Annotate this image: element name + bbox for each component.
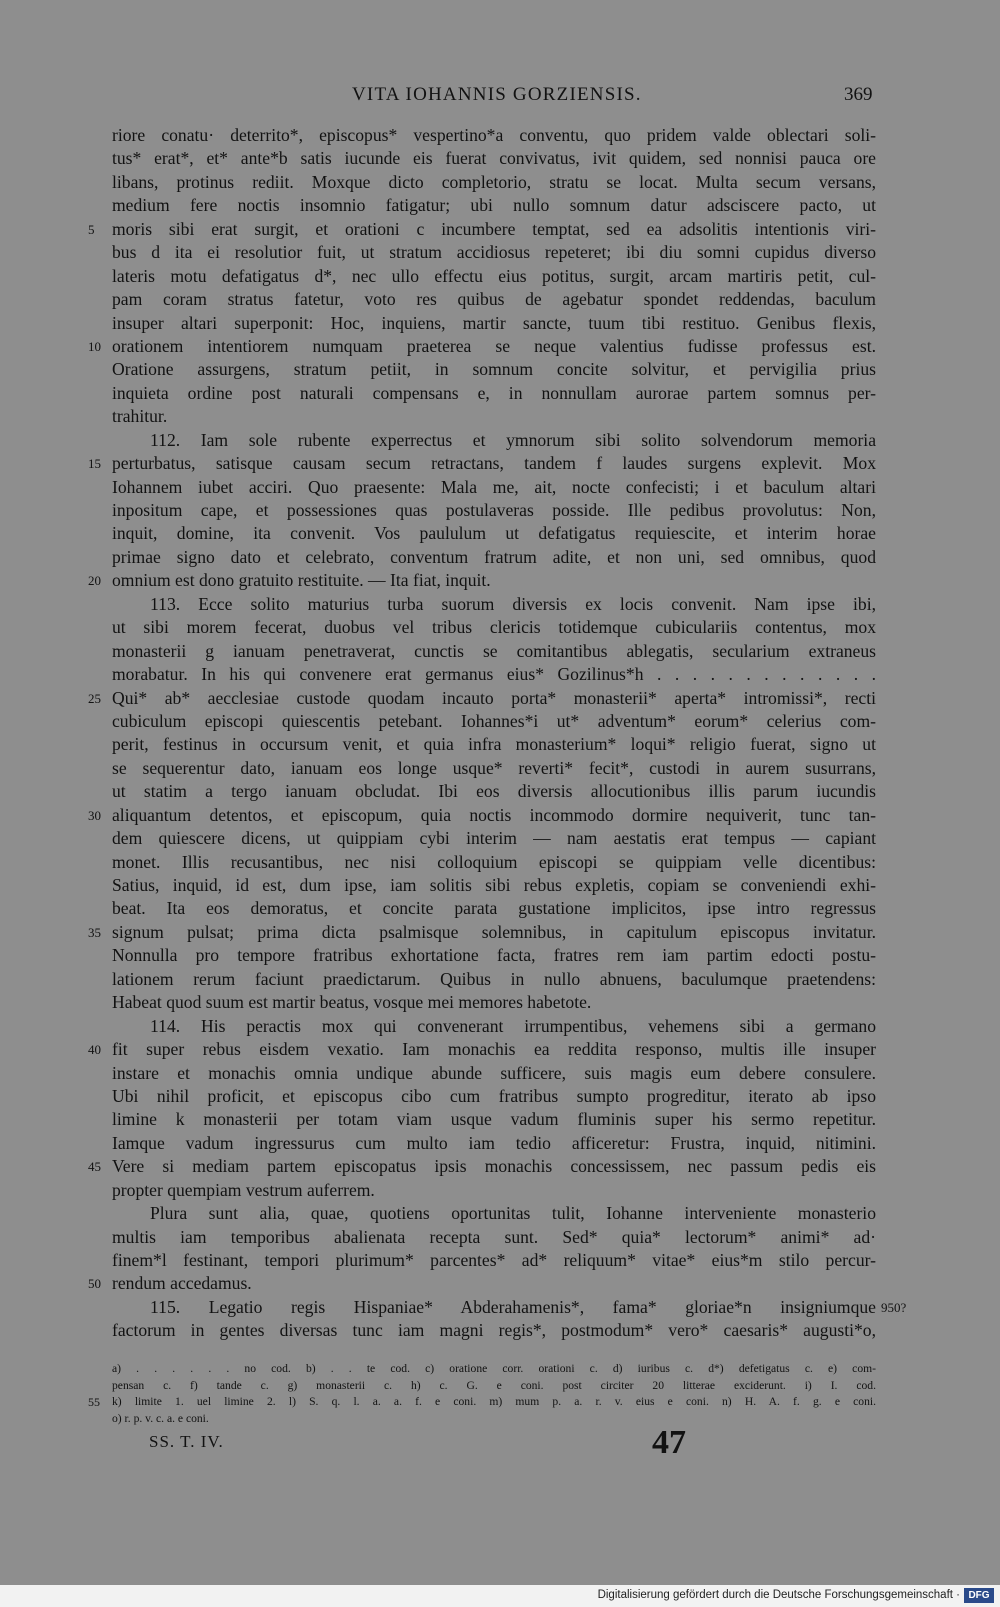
line-text: se sequerentur dato, ianuam eos longe usque* reverti* fecit*, custodi in aurem susurrans, (112, 757, 876, 778)
margin-date: 950? (881, 1299, 907, 1315)
text-line (0, 1319, 1000, 1342)
text-line (0, 1015, 1000, 1038)
text-line (0, 640, 1000, 663)
line-text: monasterii g ianuam penetraverat, cunctis se comitantibus ablegatis, secularium extraneus (112, 640, 876, 661)
text-line (0, 1179, 1000, 1202)
text-line (0, 335, 1000, 358)
text-line (0, 288, 1000, 311)
line-text: signum pulsat; prima dicta psalmisque solemnibus, in capitulum episcopus invitatur. (112, 921, 876, 942)
line-text: cubiculum episcopi quiescentis petebant. Iohannes*i ut* adventum* eorum* celerius com- (112, 710, 876, 731)
line-text: fit super rebus eisdem vexatio. Iam monachis ea reddita responso, multis ille insuper (112, 1039, 876, 1060)
line-number: 45 (88, 1159, 101, 1175)
text-line (0, 991, 1000, 1014)
line-number: 15 (88, 456, 101, 472)
text-line (0, 194, 1000, 217)
text-line (0, 874, 1000, 897)
line-text: multis iam temporibus abalienata recepta sunt. Sed* quia* lectorum* animi* ad· (112, 1226, 876, 1247)
line-text: inpositum cape, et possessiones quas postulaveras posside. Ille pedibus provolutus: Non, (112, 500, 876, 520)
line-text: orationem intentiorem numquam praeterea se neque valentius fudisse professus est. (112, 335, 876, 356)
text-line (0, 804, 1000, 827)
text-line (0, 522, 1000, 545)
line-text: medium fere noctis insomnio fatigatur; ubi nullo somnum datur adsciscere pacto, ut (112, 195, 876, 216)
text-line (0, 1226, 1000, 1249)
text-line (0, 405, 1000, 428)
text-line (0, 593, 1000, 616)
text-line (0, 733, 1000, 756)
line-text: lationem rerum faciunt praedictarum. Quibus in nullo abnuens, baculumque praetendens: (112, 968, 876, 989)
text-line (0, 827, 1000, 850)
text-line (0, 968, 1000, 991)
line-text: propter quempiam vestrum auferrem. (112, 1179, 375, 1200)
line-text: Habeat quod suum est martir beatus, vosque mei memores habetote. (112, 992, 592, 1013)
line-text: monet. Illis recusantibus, nec nisi colloquium episcopi se quippiam velle dicentibus: (112, 851, 876, 872)
line-text: libans, protinus rediit. Moxque dicto completorio, stratu se locat. Multa secum versans, (112, 171, 876, 192)
line-number: 40 (88, 1042, 101, 1058)
text-line (0, 851, 1000, 874)
line-text: omnium est dono gratuito restituite. — Ita fiat, inquit. (112, 570, 491, 591)
text-line (0, 1296, 1000, 1319)
text-line (0, 429, 1000, 452)
text-line (0, 218, 1000, 241)
line-number: 50 (88, 1276, 101, 1292)
text-line (0, 265, 1000, 288)
text-line (0, 757, 1000, 780)
text-line (0, 687, 1000, 710)
footnote-text: k) limite 1. uel limine 2. l) S. q. l. a. a. f. e coni. m) mum p. a. r. v. eius e coni. n) H. A. f. g. e coni. (112, 1395, 876, 1409)
running-title: VITA IOHANNIS GORZIENSIS. (352, 84, 642, 105)
line-text: primae signo dato et celebrato, conventum fratrum adite, et non uni, sed omnibus, quod (112, 546, 876, 567)
line-text: riore conatu· deterrito*, episcopus* vespertino*a conventu, quo pridem valde oblectari soli- (112, 125, 876, 145)
text-line (0, 312, 1000, 335)
line-text: 114. His peractis mox qui convenerant irrumpentibus, vehemens sibi a germano (150, 1015, 876, 1036)
text-line (0, 569, 1000, 592)
footnotes (0, 1361, 1000, 1427)
text-line (0, 382, 1000, 405)
text-line (0, 616, 1000, 639)
text-line (0, 663, 1000, 686)
line-number: 5 (88, 221, 95, 237)
line-text: aliquantum detentos, et episcopum, quia noctis incommodo dormire nequiverit, tunc tan- (112, 804, 876, 825)
text-line (0, 241, 1000, 264)
text-line (0, 1108, 1000, 1131)
line-text: beat. Ita eos demoratus, et concite parata gustatione implicitos, ipse intro regressus (112, 898, 876, 919)
line-text: finem*l festinant, tempori plurimum* parcentes* ad* reliquum* vitae* eius*m stilo percur- (112, 1250, 876, 1270)
text-line (0, 124, 1000, 147)
line-text: 113. Ecce solito maturius turba suorum diversis ex locis convenit. Nam ipse ibi, (150, 593, 876, 614)
line-text: Nonnulla pro tempore fratribus exhortatione facta, fratres rem iam partim edocti postu- (112, 945, 876, 966)
page-number: 369 (844, 84, 873, 105)
text-line (0, 147, 1000, 170)
text-line (0, 171, 1000, 194)
footnote-text: pensan c. f) tande c. g) monasterii c. h) c. G. e coni. post circiter 20 litterae exciderunt. i) I. cod. (112, 1378, 876, 1392)
line-text: perturbatus, satisque causam secum retractans, tandem f laudes surgens explevit. Mox (112, 453, 876, 474)
line-text: trahitur. (112, 406, 168, 427)
text-line (0, 1249, 1000, 1272)
signature-mark: SS. T. IV. (149, 1432, 224, 1451)
line-text: inquieta ordine post naturali compensans e, in nonnullam aurorae partem somnus per- (112, 382, 876, 403)
text-line (0, 1085, 1000, 1108)
line-number: 55 (88, 1395, 100, 1410)
line-number: 20 (88, 573, 101, 589)
footnote-text: a) . . . . . . no cod. b) . . te cod. c) oratione corr. orationi c. d) iuribus c. d*) defetigatus c. e) com- (112, 1362, 876, 1375)
text-line (0, 546, 1000, 569)
footnote-text: o) r. p. v. c. a. e coni. (112, 1411, 209, 1425)
line-text: inquit, domine, ita convenit. Vos paululum ut defatigatus requiescite, et interim horae (112, 523, 876, 544)
line-text: ut sibi morem fecerat, duobus vel tribus clericis totidemque cubiculariis contentus, mox (112, 617, 876, 638)
text-line (0, 358, 1000, 381)
credit-bar (0, 1585, 1000, 1607)
line-text: instare et monachis omnia undique abunde sufficere, suis magis eum debere consulere. (112, 1062, 876, 1083)
line-number: 35 (88, 924, 101, 940)
text-line (0, 1038, 1000, 1061)
text-line (0, 710, 1000, 733)
line-text: factorum in gentes diversas tunc iam magni regis*, postmodum* vero* caesaris* augusti*o, (112, 1320, 876, 1341)
text-line (0, 1062, 1000, 1085)
line-text: dem quiescere dicens, ut quippiam cybi interim — nam aestatis erat tempus — capiant (112, 828, 876, 849)
footnote-line (0, 1411, 1000, 1428)
line-text: Ubi nihil proficit, et episcopus cibo cum fratribus sumpto progreditur, iterato ab ipso (112, 1085, 876, 1106)
line-text: moris sibi erat surgit, et orationi c incumbere temptat, sed ea adsolitis intentionis viri- (112, 218, 876, 239)
text-line (0, 476, 1000, 499)
line-text: Plura sunt alia, quae, quotiens oportunitas tulit, Iohanne interveniente monasterio (150, 1203, 876, 1224)
text-line (0, 944, 1000, 967)
sheet-number: 47 (652, 1424, 686, 1461)
line-text: tus* erat*, et* ante*b satis iucunde eis fuerat convivatus, ivit quidem, sed nonnisi pauca ore (112, 148, 876, 169)
footnote-line (0, 1394, 1000, 1411)
line-text: pam coram stratus fatetur, voto res quibus de agebatur spondet reddendas, baculum (112, 289, 876, 310)
line-text: bus d ita ei resolutior fuit, ut stratum accidiosus repeteret; ibi diu somni cupidus diverso (112, 242, 876, 263)
text-line (0, 499, 1000, 522)
dfg-logo: DFG (964, 1588, 994, 1603)
text-line (0, 452, 1000, 475)
text-line (0, 921, 1000, 944)
footnote-line (0, 1378, 1000, 1395)
line-text: Satius, inquid, id est, dum ipse, iam solitis sibi rebus expletis, copiam se conveniendi exhi- (112, 875, 876, 895)
line-number: 25 (88, 690, 101, 706)
text-line (0, 1132, 1000, 1155)
text-line (0, 780, 1000, 803)
credit-text: Digitalisierung gefördert durch die Deutsche Forschungsgemeinschaft · (597, 1589, 960, 1601)
line-text: limine k monasterii per totam viam usque vadum fluminis super his sermo repetitur. (112, 1109, 876, 1130)
body-text (0, 124, 1000, 1343)
text-line (0, 1155, 1000, 1178)
line-text: Qui* ab* aecclesiae custode quodam incauto porta* monasterii* aperta* intromissi*, recti (112, 687, 876, 708)
line-text: morabatur. In his qui convenere erat germanus eius* Gozilinus*h . . . . . . . . . . . . . (112, 664, 876, 685)
line-text: Vere si mediam partem episcopatus ipsis monachis concessissem, nec passum pedis eis (112, 1156, 876, 1177)
line-text: lateris motu defatigatus d*, nec ullo effectu eius potitus, surgit, arcam martiris petit, cul- (112, 265, 876, 286)
line-text: 112. Iam sole rubente experrectus et ymnorum sibi solito solvendorum memoria (150, 429, 876, 450)
line-text: perit, festinus in occursum venit, et quia infra monasterium* loqui* religio fuerat, signo ut (112, 734, 876, 755)
text-line (0, 1272, 1000, 1295)
footnote-line (0, 1361, 1000, 1378)
line-text: Iohannem iubet acciri. Quo praesente: Mala me, ait, nocte confecisti; i et baculum altari (112, 476, 876, 497)
line-number: 10 (88, 338, 101, 354)
line-text: Iamque vadum ingressurus cum multo iam tedio afficeretur: Frustra, inquid, nitimini. (112, 1132, 876, 1153)
line-text: insuper altari superponit: Hoc, inquiens, martir sancte, tuum tibi restituo. Genibus flexis, (112, 312, 876, 333)
line-text: Oratione assurgens, stratum petiit, in somnum concite solvitur, et pervigilia prius (112, 359, 876, 380)
line-number: 30 (88, 807, 101, 823)
page-header (0, 84, 1000, 108)
text-line (0, 1202, 1000, 1225)
text-line (0, 897, 1000, 920)
line-text: rendum accedamus. (112, 1273, 252, 1294)
line-text: 115. Legatio regis Hispaniae* Abderahamenis*, fama* gloriae*n insigniumque (150, 1296, 876, 1317)
line-text: ut statim a tergo ianuam obcludat. Ibi eos diversis allocutionibus illis parum iucundis (112, 781, 876, 802)
